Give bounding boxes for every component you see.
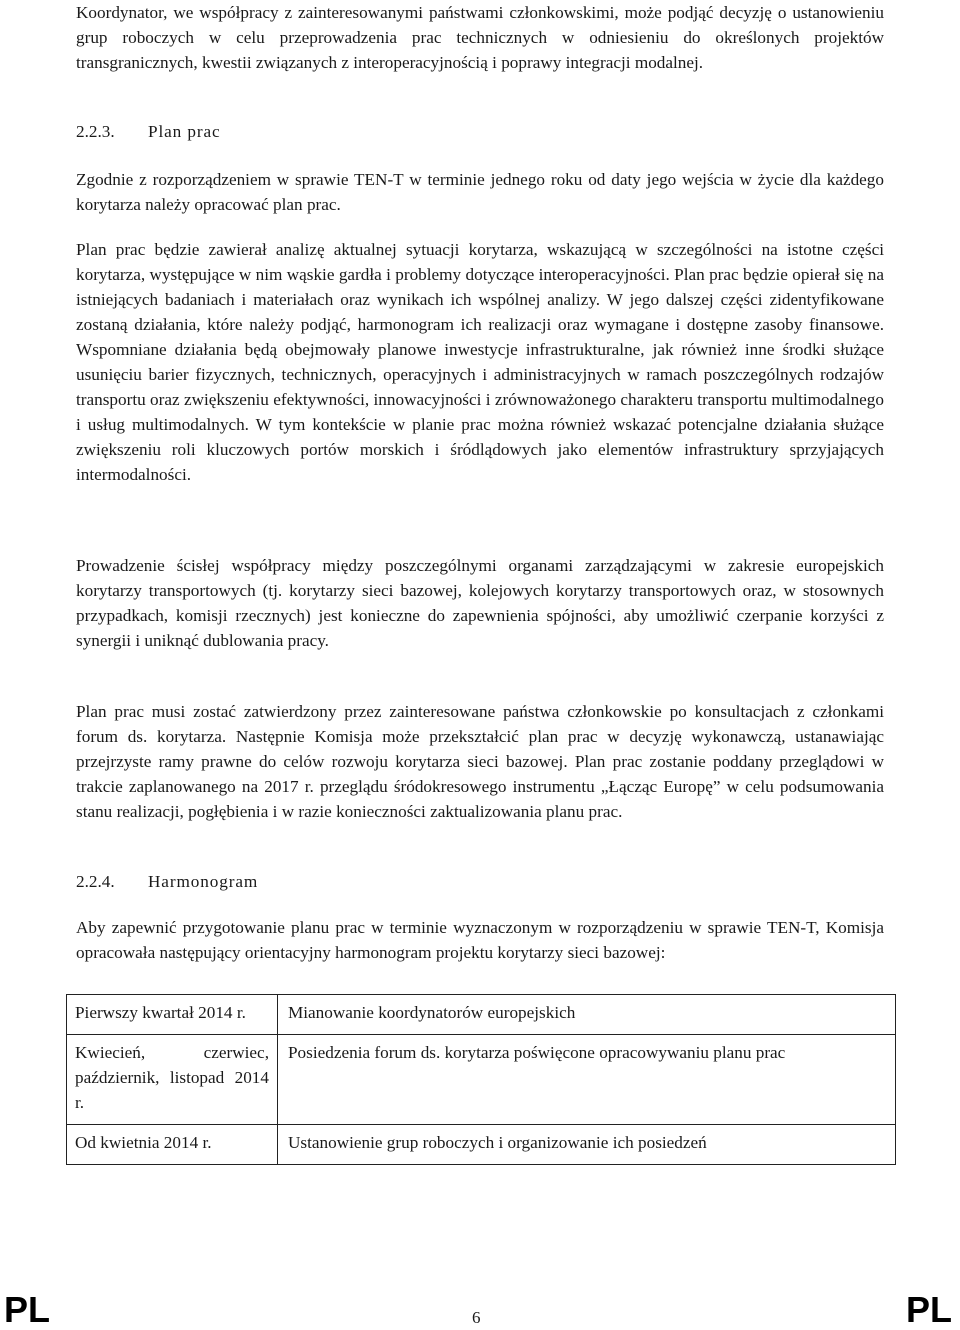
section-heading-2-2-3 xyxy=(76,119,221,144)
schedule-activity-cell: Mianowanie koordynatorów europejskich xyxy=(278,995,896,1035)
section-title: Harmonogram xyxy=(148,872,259,891)
paragraph: Plan prac musi zostać zatwierdzony przez zainteresowane państwa członkowskie po konsultacjach z członkami forum ds. korytarza. Następnie Komisja może przekształcić plan prac w decyzję wykonawczą, ustanawiając przejrzyste ramy prawne do celów rozwoju korytarza sieci bazowej. Plan prac zostanie poddany przeglądowi w trakcie zaplanowanego na 2017 r. przeglądu śródokresowego instrumentu „Łącząc Europę” w celu podsumowania stanu realizacji, pogłębienia i w razie konieczności zaktualizowania planu prac. xyxy=(76,702,884,821)
page-number: 6 xyxy=(472,1308,481,1327)
table-row xyxy=(67,1125,896,1165)
intro-paragraph: Koordynator, we współpracy z zainteresowanymi państwami członkowskimi, może podjąć decyzję o ustanowieniu grup roboczych w celu przeprowadzenia prac technicznych w odniesieniu do określonych projektów transgranicznych, kwestii związanych z interoperacyjnością i poprawy integracji modalnej. xyxy=(76,3,884,72)
schedule-table xyxy=(66,994,896,1165)
schedule-date-cell: Od kwietnia 2014 r. xyxy=(67,1125,278,1165)
footer-language-label-left: PL xyxy=(4,1289,51,1330)
schedule-activity-cell: Ustanowienie grup roboczych i organizowanie ich posiedzeń xyxy=(278,1125,896,1165)
schedule-activity-cell: Posiedzenia forum ds. korytarza poświęcone opracowywaniu planu prac xyxy=(278,1035,896,1125)
paragraph: Prowadzenie ścisłej współpracy między poszczególnymi organami zarządzającymi w zakresie europejskich korytarzy transportowych (tj. korytarzy sieci bazowej, kolejowych korytarzy transportowych oraz, w stosownych przypadkach, komisji rzecznych) jest konieczne do zapewnienia spójności, aby umożliwić czerpanie korzyści z synergii i uniknąć dublowania pracy. xyxy=(76,556,884,650)
paragraph: Zgodnie z rozporządzeniem w sprawie TEN-T w terminie jednego roku od daty jego wejścia w życie dla każdego korytarza należy opracować plan prac. xyxy=(76,170,884,214)
section-heading-2-2-4 xyxy=(76,869,258,894)
paragraph: Plan prac będzie zawierał analizę aktualnej sytuacji korytarza, wskazującą w szczególności na istotne części korytarza, występujące w nim wąskie gardła i problemy dotyczące interoperacyjności. Plan prac będzie opierał się na istniejących badaniach i materiałach oraz wynikach ich wspólnej analizy. W jego dalszej części zidentyfikowane zostaną działania, które należy podjąć, harmonogram ich realizacji oraz wymagane i dostępne zasoby finansowe. Wspomniane działania będą obejmowały planowe inwestycje infrastrukturalne, jak również inne środki służące usunięciu barier fizycznych, technicznych, operacyjnych i administracyjnych w ramach poszczególnych rodzajów transportu oraz zwiększeniu efektywności, innowacyjności i zrównoważonego charakteru transportu multimodalnego i usług multimodalnych. W tym kontekście w planie prac można również wskazać potencjalne działania służące zwiększeniu roli kluczowych portów morskich i śródlądowych jako elementów infrastruktury sprzyjających intermodalności. xyxy=(76,240,884,484)
section-number: 2.2.3. xyxy=(76,122,115,141)
table-row xyxy=(67,995,896,1035)
schedule-date-cell: Pierwszy kwartał 2014 r. xyxy=(67,995,278,1035)
section-number: 2.2.4. xyxy=(76,872,115,891)
section-title: Plan prac xyxy=(148,122,221,141)
schedule-date-cell: Kwiecień, czerwiec, październik, listopad 2014 r. xyxy=(67,1035,278,1125)
footer-language-label-right: PL xyxy=(905,1289,952,1330)
paragraph: Aby zapewnić przygotowanie planu prac w terminie wyznaczonym w rozporządzeniu w sprawie TEN-T, Komisja opracowała następujący orientacyjny harmonogram projektu korytarzy sieci bazowej: xyxy=(76,918,884,962)
table-row xyxy=(67,1035,896,1125)
